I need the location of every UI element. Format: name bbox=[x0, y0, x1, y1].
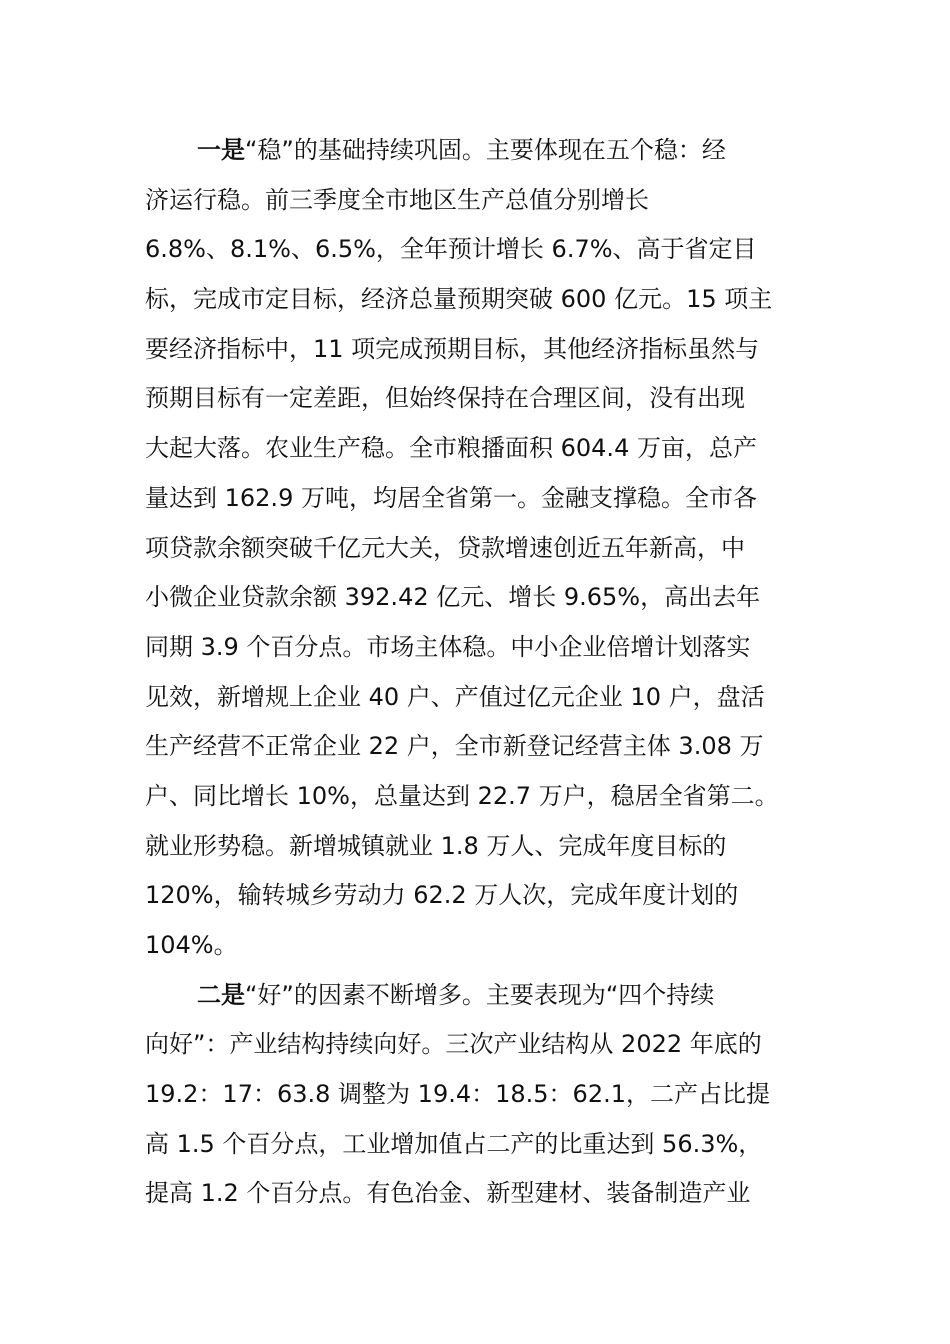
paragraph-line: 向好”：产业结构持续向好。三次产业结构从 2022 年底的 bbox=[145, 1030, 762, 1059]
paragraph-line: 高 1.5 个百分点，工业增加值占二产的比重达到 56.3%， bbox=[145, 1129, 763, 1158]
document-body bbox=[145, 126, 810, 1219]
paragraph-line: 见效，新增规上企业 40 户、产值过亿元企业 10 户，盘活 bbox=[145, 682, 765, 711]
paragraph-line: 同期 3.9 个百分点。市场主体稳。中小企业倍增计划落实 bbox=[145, 632, 751, 661]
paragraph-line: 大起大落。农业生产稳。全市粮播面积 604.4 万亩，总产 bbox=[145, 434, 757, 463]
paragraph-line: 户、同比增长 10%，总量达到 22.7 万户，稳居全省第二。 bbox=[145, 781, 779, 810]
paragraph-line: 就业形势稳。新增城镇就业 1.8 万人、完成年度目标的 bbox=[145, 831, 727, 860]
paragraph-text: “稳”的基础持续巩固。主要体现在五个稳：经 bbox=[245, 136, 726, 164]
paragraph-line: 提高 1.2 个百分点。有色冶金、新型建材、装备制造产业 bbox=[145, 1179, 751, 1208]
paragraph-text: “好”的因素不断增多。主要表现为“四个持续 bbox=[245, 980, 715, 1009]
paragraph-lead: 一是 bbox=[197, 136, 245, 164]
paragraph-line: 预期目标有一定差距，但始终保持在合理区间，没有出现 bbox=[145, 384, 745, 413]
paragraph-line: 生产经营不正常企业 22 户，全市新登记经营主体 3.08 万 bbox=[145, 732, 764, 761]
paragraph-2 bbox=[145, 971, 810, 1219]
paragraph-line: 104%。 bbox=[145, 931, 238, 959]
paragraph-line: 120%，输转城乡劳动力 62.2 万人次，完成年度计划的 bbox=[145, 881, 739, 910]
paragraph-lead: 二是 bbox=[197, 980, 245, 1009]
paragraph-line: 小微企业贷款余额 392.42 亿元、增长 9.65%，高出去年 bbox=[145, 583, 761, 612]
paragraph-line bbox=[145, 126, 810, 176]
paragraph-line: 6.8%、8.1%、6.5%，全年预计增长 6.7%、高于省定目 bbox=[145, 235, 757, 264]
paragraph-line bbox=[145, 971, 810, 1021]
paragraph-line: 19.2：17：63.8 调整为 19.4：18.5：62.1，二产占比提 bbox=[145, 1080, 770, 1109]
paragraph-line: 量达到 162.9 万吨，均居全省第一。金融支撑稳。全市各 bbox=[145, 483, 757, 512]
paragraph-line: 标，完成市定目标，经济总量预期突破 600 亿元。15 项主 bbox=[145, 285, 773, 314]
paragraph-line: 要经济指标中，11 项完成预期目标，其他经济指标虽然与 bbox=[145, 334, 760, 363]
paragraph-line: 项贷款余额突破千亿元大关，贷款增速创近五年新高，中 bbox=[145, 533, 745, 562]
paragraph-1 bbox=[145, 126, 810, 971]
paragraph-line: 济运行稳。前三季度全市地区生产总值分别增长 bbox=[145, 185, 649, 214]
